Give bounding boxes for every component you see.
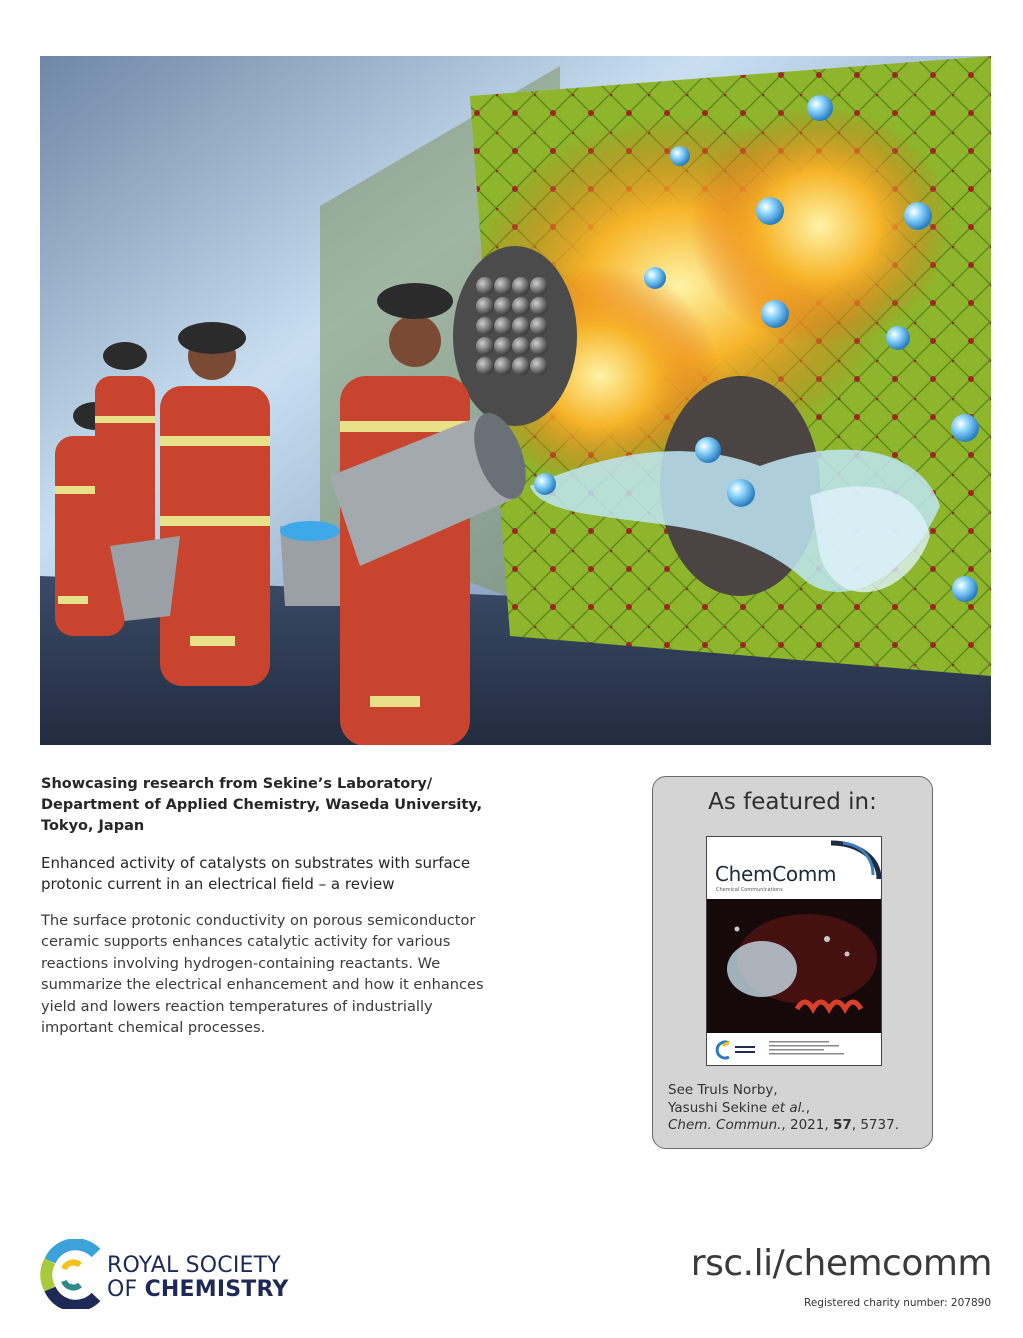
abstract-line: yield and lowers reaction temperatures of industrially [41, 997, 433, 1015]
journal-url-link[interactable]: rsc.li/chemcomm [690, 1243, 992, 1284]
charity-number: Registered charity number: 207890 [804, 1297, 991, 1309]
abstract-line: The surface protonic conductivity on porous semiconductor [41, 912, 476, 929]
abstract-line: reactions involving hydrogen-containing reactants. We [41, 954, 441, 972]
abstract [41, 910, 516, 1038]
rsc-wordmark-of: OF [107, 1277, 145, 1302]
reference-text [668, 1082, 899, 1135]
rsc-wordmark-chemistry: CHEMISTRY [144, 1277, 289, 1302]
cover-journal-title: ChemComm [715, 862, 837, 886]
reference-line-1: See Truls Norby, [668, 1082, 778, 1098]
showcase-line: Department of Applied Chemistry, Waseda University, [41, 797, 483, 813]
reference-line-2 [668, 1100, 899, 1118]
reference-line-3 [668, 1117, 899, 1135]
cover-illustration [40, 56, 991, 745]
reference-page: , 5737. [851, 1117, 899, 1133]
reference-et-al: et al. [771, 1099, 806, 1116]
featured-heading: As featured in: [708, 789, 877, 815]
reference-year: , 2021, [781, 1117, 833, 1133]
showcase-text [41, 774, 511, 837]
showcase-line: Showcasing research from Sekine’s Laboratory/ [41, 776, 433, 792]
reference-authors: Yasushi Sekine [668, 1099, 772, 1116]
showcase-line: Tokyo, Japan [41, 818, 145, 834]
cover-journal-subtitle: Chemical Communications [716, 887, 783, 893]
abstract-line: important chemical processes. [41, 1019, 266, 1037]
rsc-wordmark-line-2 [107, 1278, 289, 1302]
abstract-line: ceramic supports enhances catalytic activity for various [41, 933, 451, 951]
cover-artwork [707, 899, 882, 1033]
reference-journal: Chem. Commun. [668, 1117, 782, 1133]
article-title-line: protonic current in an electrical field – a review [41, 875, 395, 893]
rsc-logo-icon[interactable] [40, 1239, 104, 1309]
reference-comma: , [805, 1099, 810, 1116]
abstract-line: summarize the electrical enhancement and how it enhances [41, 976, 484, 994]
article-title-line: Enhanced activity of catalysts on substrates with surface [41, 854, 471, 872]
rsc-wordmark-line-1: ROYAL SOCIETY [107, 1253, 281, 1278]
cover-footer-logo [707, 1033, 882, 1066]
reference-volume: 57 [832, 1117, 852, 1133]
journal-cover-thumbnail[interactable] [706, 836, 882, 1066]
article-title [41, 853, 511, 895]
rsc-wordmark[interactable] [107, 1254, 289, 1302]
featured-box [652, 776, 933, 1149]
